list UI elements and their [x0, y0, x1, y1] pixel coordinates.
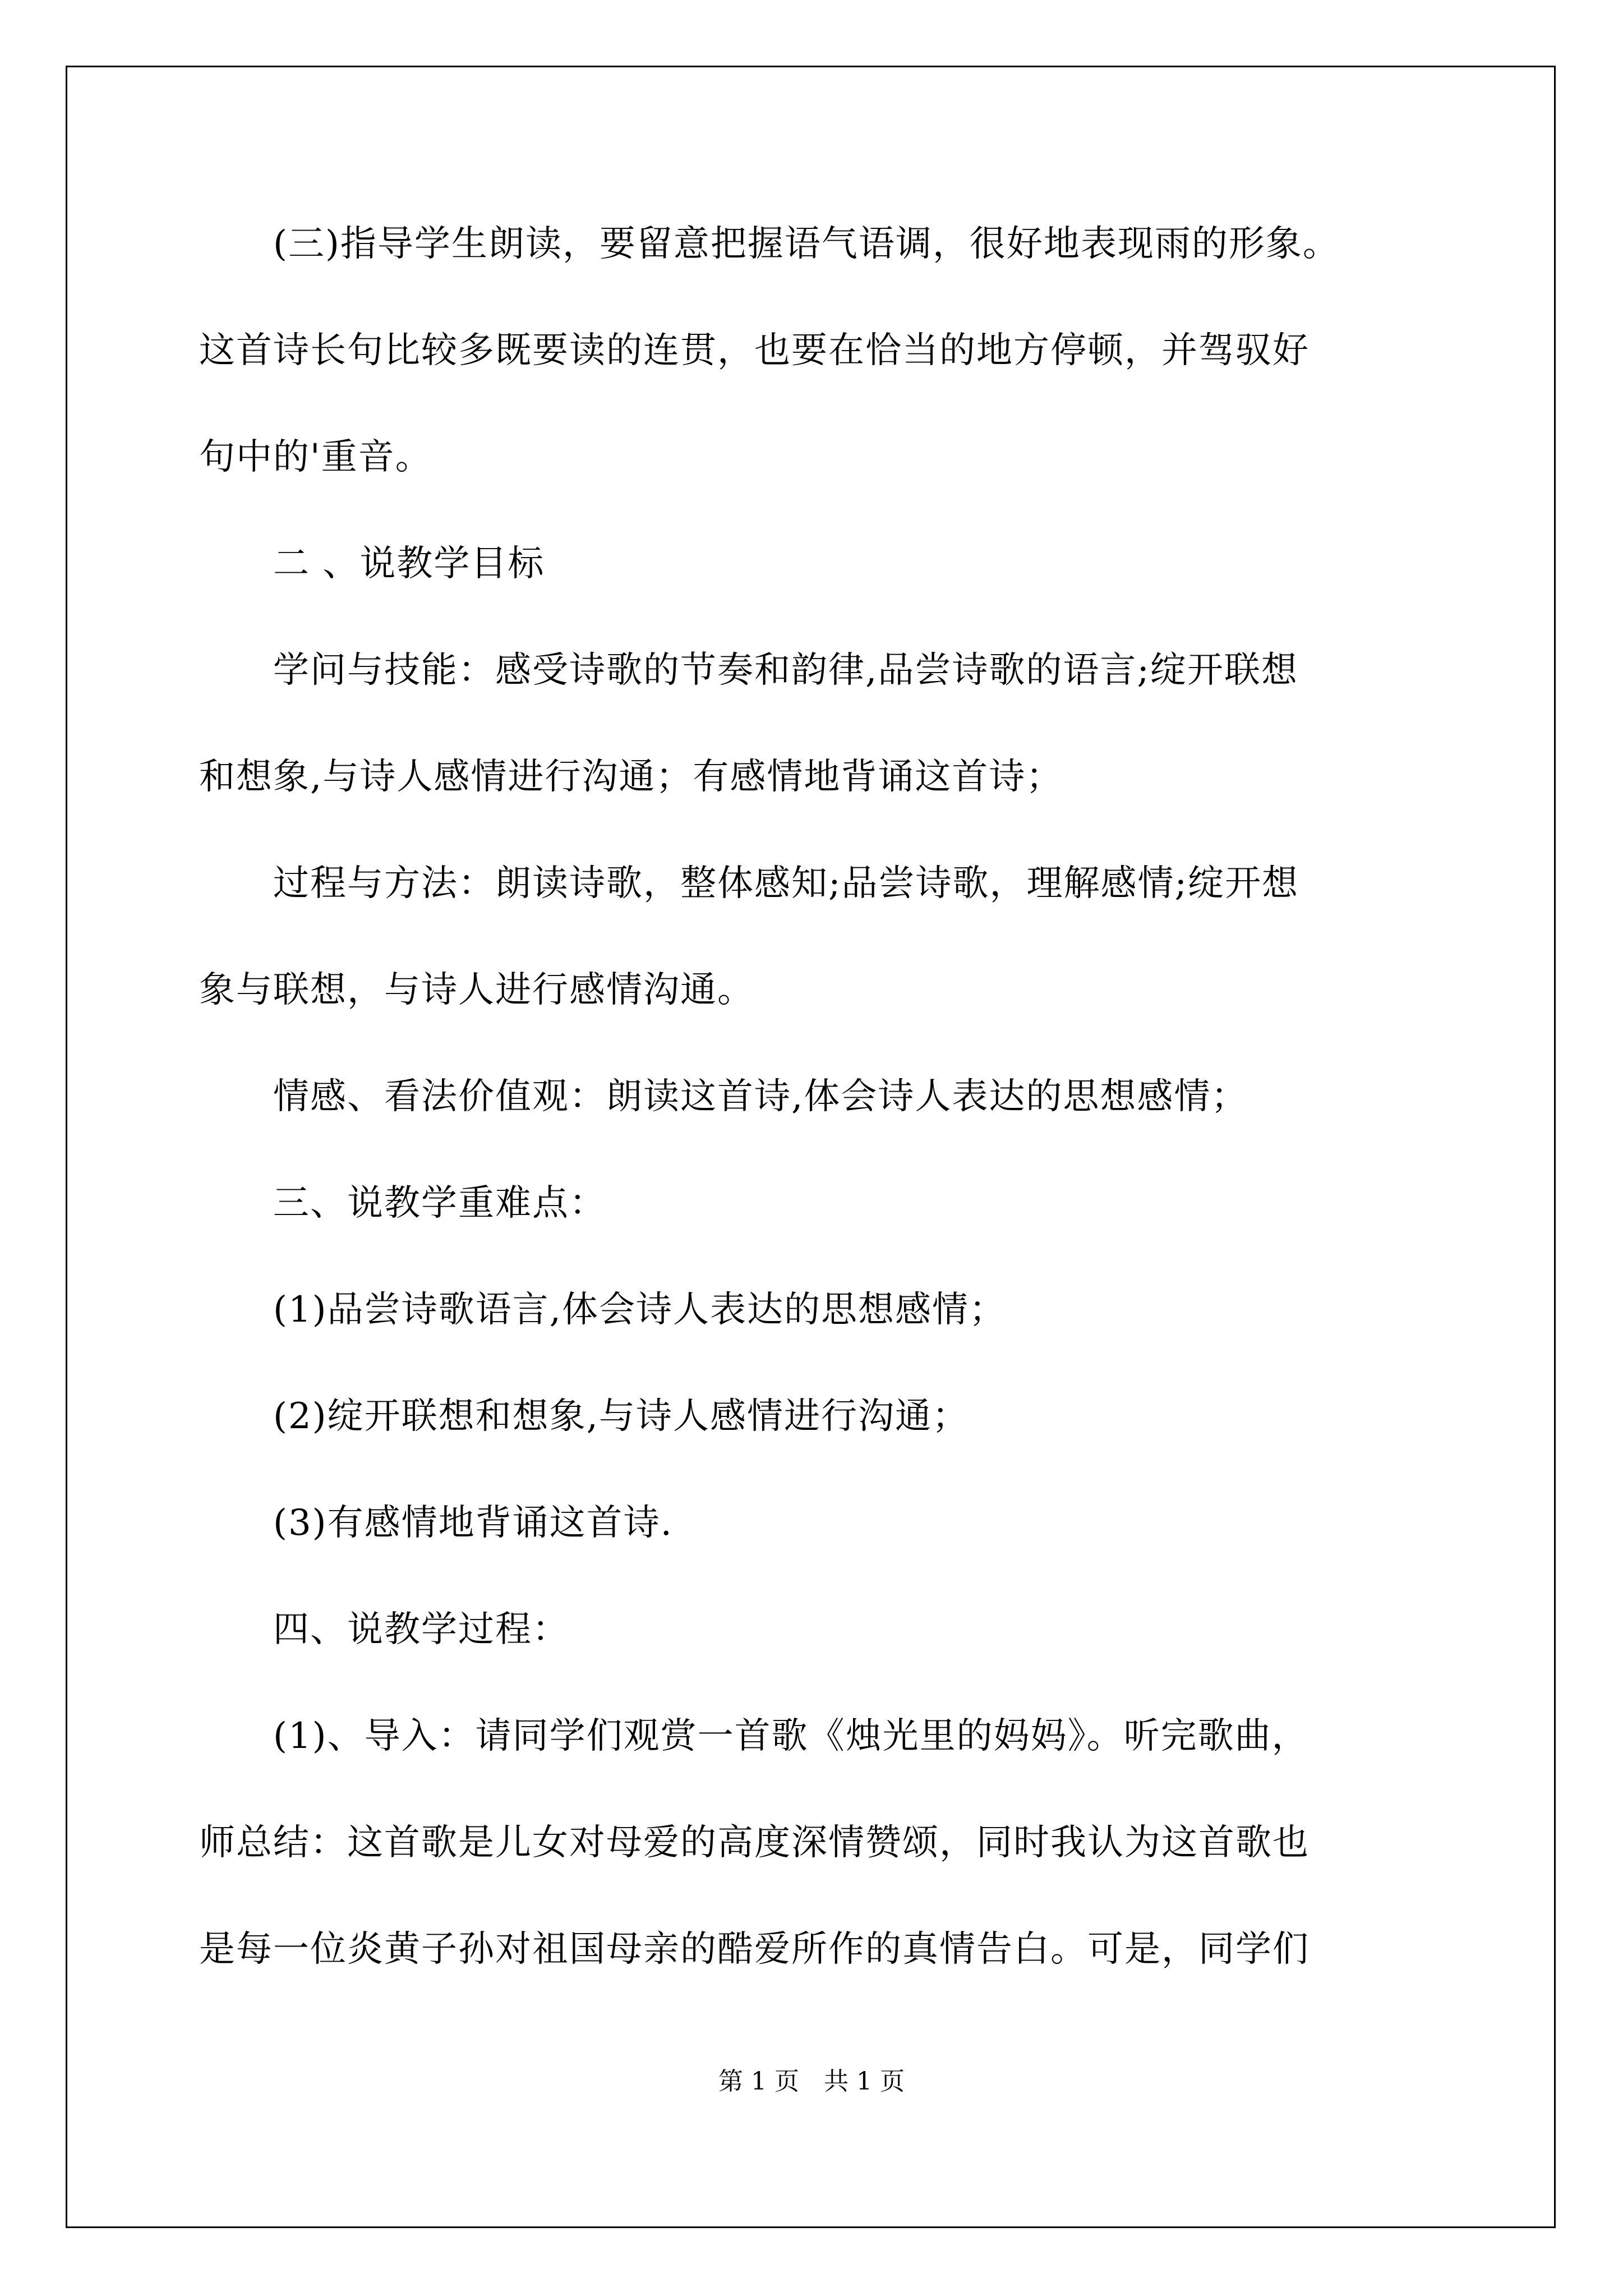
list-item: (1)品尝诗歌语言,体会诗人表达的思想感情；: [199, 1289, 1006, 1331]
page-number-footer: 第 1 页 共 1 页: [718, 2067, 905, 2096]
paragraph-line: 师总结：这首歌是儿女对母爱的高度深情赞颂，同时我认为这首歌也: [199, 1822, 1310, 1864]
section-heading: 二 、说教学目标: [199, 543, 545, 585]
paragraph-line: (1)、导入：请同学们观赏一首歌《烛光里的妈妈》。听完歌曲，: [199, 1715, 1309, 1757]
section-heading: 四、说教学过程：: [199, 1609, 569, 1650]
list-item: (3)有感情地背诵这首诗.: [199, 1502, 673, 1544]
paragraph-line: 这首诗长句比较多既要读的连贯，也要在恰当的地方停顿，并驾驭好: [199, 330, 1310, 371]
section-heading: 三、说教学重难点：: [199, 1182, 606, 1224]
paragraph-line: 句中的'重音。: [199, 436, 432, 478]
paragraph-line: 象与联想，与诗人进行感情沟通。: [199, 969, 754, 1011]
paragraph-line: 过程与方法：朗读诗歌，整体感知;品尝诗歌，理解感情;绽开想: [199, 863, 1299, 904]
page-border: [66, 66, 1556, 2228]
list-item: (2)绽开联想和想象,与诗人感情进行沟通；: [199, 1396, 969, 1437]
paragraph-line: 和想象,与诗人感情进行沟通；有感情地背诵这首诗；: [199, 756, 1063, 798]
paragraph-line: 情感、看法价值观：朗读这首诗,体会诗人表达的思想感情；: [199, 1076, 1248, 1117]
paragraph-line: 是每一位炎黄子孙对祖国母亲的酷爱所作的真情告白。可是，同学们: [199, 1929, 1310, 1970]
paragraph-line: (三)指导学生朗读，要留意把握语气语调，很好地表现雨的形象。: [199, 223, 1340, 265]
paragraph-line: 学问与技能：感受诗歌的节奏和韵律,品尝诗歌的语言;绽开联想: [199, 650, 1298, 691]
